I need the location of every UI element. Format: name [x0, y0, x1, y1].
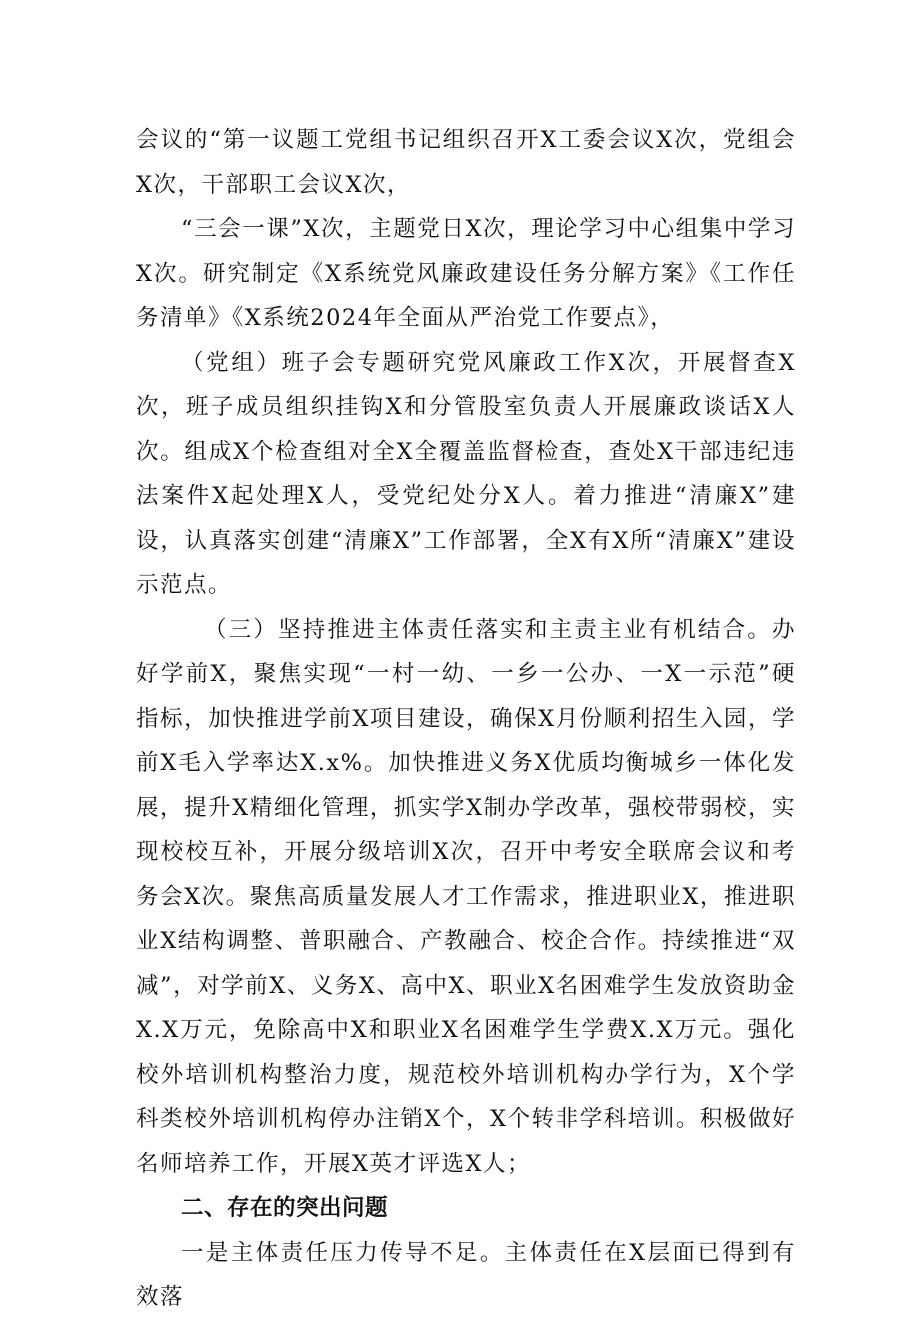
paragraph-problem-one: 一是主体责任压力传导不足。主体责任在X层面已得到有效落 — [136, 1239, 796, 1310]
paragraph-meetings: 会议的“第一议题工党组书记组织召开X工委会议X次，党组会X次，干部职工会议X次， — [136, 127, 796, 198]
paragraph-three-meetings: “三会一课”X次，主题党日X次，理论学习中心组集中学习X次。研究制定《X系统党风廉政建设任务分解方案》《工作任务清单》《X系统2024年全面从严治党工作要点》， — [136, 216, 796, 331]
document-body — [136, 118, 796, 1320]
section-heading-problems: 二、存在的突出问题 — [181, 1195, 389, 1221]
paragraph-party-group: （党组）班子会专题研究党风廉政工作X次，开展督查X次，班子成员组织挂钩X和分管股室负责人开展廉政谈话X人次。组成X个检查组对全X全覆盖监督检查，查处X干部违纪违法案件X起处理X人，受党纪处分X人。着力推进“清廉X”建设，认真落实创建“清廉X”工作部署，全X有X所“清廉X”建设示范点。 — [136, 349, 796, 598]
paragraph-section-three: （三）坚持推进主体责任落实和主责主业有机结合。办好学前X，聚焦实现“一村一幼、一乡一公办、一X一示范”硬指标，加快推进学前X项目建设，确保X月份顺利招生入园，学前X毛入学率达X.x%。加快推进义务X优质均衡城乡一体化发展，提升X精细化管理，抓实学X制办学改革，强校带弱校，实现校校互补，开展分级培训X次，召开中考安全联席会议和考务会X次。聚焦高质量发展人才工作需求，推进职业X，推进职业X结构调整、普职融合、产教融合、校企合作。持续推进“双减”，对学前X、义务X、高中X、职业X名困难学生发放资助金X.X万元，免除高中X和职业X名困难学生学费X.X万元。强化校外培训机构整治力度，规范校外培训机构办学行为，X个学科类校外培训机构停办注销X个，X个转非学科培训。积极做好名师培养工作，开展X英才评选X人； — [136, 616, 796, 1177]
